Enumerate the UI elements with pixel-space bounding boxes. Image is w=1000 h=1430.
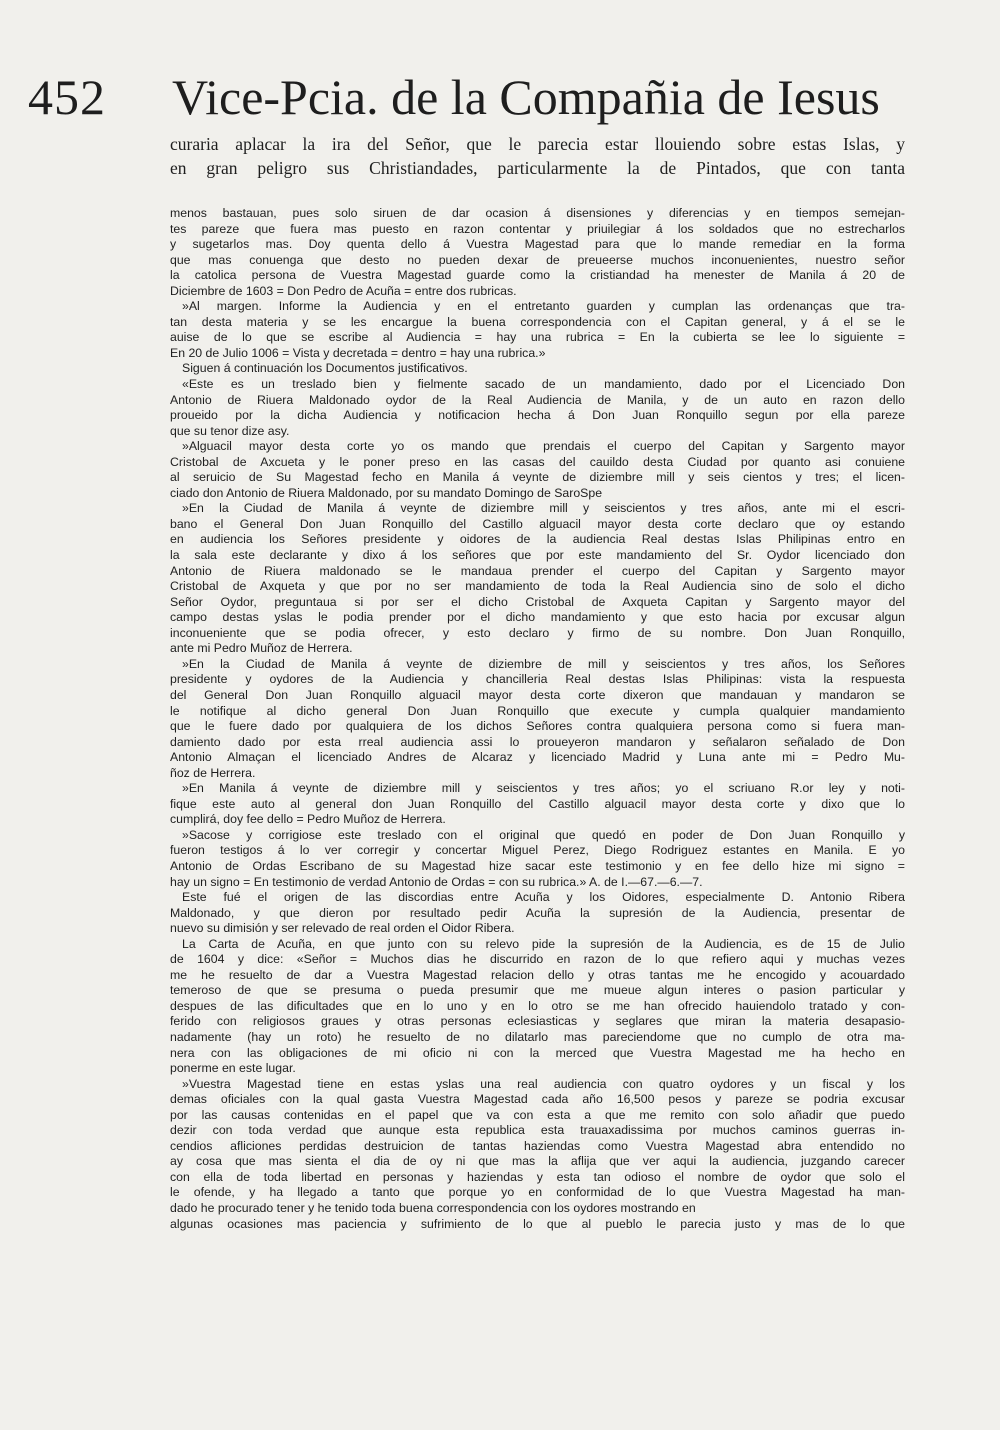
text-line: Siguen á continuación los Documentos justificativos.: [182, 361, 468, 376]
text-line: campo destas yslas le podia prender por el dicho mandamiento y que esto hacia por excusar algun: [170, 610, 905, 625]
text-line: »En la Ciudad de Manila á veynte de diziembre de mill y seiscientos y tres años, los Señores: [182, 656, 905, 671]
text-line: y sugetarlos mas. Doy quenta dello á Vuestra Magestad para que lo mande remediar en la forma: [170, 237, 905, 252]
text-line: dado he procurado tener y he tenido toda buena correspondencia con los oydores mostrando en: [170, 1201, 696, 1215]
text-line: curaria aplacar la ira del Señor, que le parecia estar llouiendo sobre estas Islas, y: [170, 134, 905, 154]
text-line: la catolica persona de Vuestra Magestad guarde como la cristiandad ha menester de Manila á 20 de: [170, 268, 905, 283]
text-line: que mas conuenga que desto no pueden dexar de preueerse muchos inconuenientes, nuestro señor: [170, 252, 905, 267]
text-line: Antonio de Riuera Maldonado oydor de la Real Audiencia de Manila, y de un auto en razon dello: [170, 392, 905, 407]
text-line: temeroso de que se presuma o pueda presumir que me mueue algun interes o pasion particular y: [170, 983, 905, 998]
body-text: [170, 206, 905, 1386]
text-line: dezir con toda verdad que aunque esta republica esta trauaxadissima por muchos caminos guerras in-: [170, 1123, 905, 1138]
text-line: »En la Ciudad de Manila á veynte de diziembre mill y seiscientos y tres años, ante mi el escri-: [182, 501, 905, 516]
text-line: por las causas contenidas en el papel que va con esta a que me remito con solo añadir que puedo: [170, 1107, 905, 1122]
text-line: »En Manila á veynte de diziembre mill y seiscientos y tres años; yo el scriuano R.or ley y noti-: [182, 781, 905, 796]
text-line: tes pareze que fuera mas puesto en razon contentar y priuilegiar á los soldados que no estrecharlos: [170, 221, 905, 236]
text-line: le ofende, y ha llegado a tanto que porque yo en conformidad de lo que Vuestra Magestad ha man-: [170, 1185, 905, 1200]
text-line: »Vuestra Magestad tiene en estas yslas una real audiencia con quatro oydores y un fiscal y los: [182, 1076, 905, 1091]
text-line: que su tenor dize asy.: [170, 423, 290, 438]
text-line: Cristobal de Axcueta y le poner preso en las casas del cauildo desta Ciudad por quanto asi conuiene: [170, 454, 905, 469]
text-line: de 1604 y dice: «Señor = Muchos dias he discurrido en razon de lo que refiero aqui y muchas vezes: [170, 952, 905, 967]
text-line: presidente y oydores de la Audiencia y chancilleria Real destas Islas Philipinas: vista la respuesta: [170, 672, 905, 687]
running-title: Vice-Pcia. de la Compañia de Iesus: [172, 69, 880, 125]
text-line: que le fuere dado por qualquiera de los dichos Señores contra qualquiera persona como si fuera man-: [170, 719, 905, 734]
text-line: nadamente (hay un roto) he resuelto de no dilatarlo mas pareciendome que no cumplo de otra ma-: [170, 1029, 905, 1044]
text-line: »Alguacil mayor desta corte yo os mando que prendais el cuerpo del Capitan y Sargento mayor: [182, 439, 905, 454]
text-line: »Al margen. Informe la Audiencia y en el entretanto guarden y cumplan las ordenanças que tra-: [182, 299, 905, 314]
text-line: hay un signo = En testimonio de verdad Antonio de Ordas = con su rubrica.» A. de I.—67.—6.—7.: [170, 874, 703, 889]
text-line: cumplirá, doy fee dello = Pedro Muñoz de Herrera.: [170, 812, 446, 827]
text-line: con ella de toda libertad en personas y haziendas y esta tan odioso el nombre de oydor que solo el: [170, 1169, 905, 1184]
text-line: proueido por la dicha Audiencia y notificacion hecha á Don Juan Ronquillo segun por ella pareze: [170, 408, 905, 423]
text-line: me he resuelto de dar a Vuestra Magestad relacion dello y otras tantas me he encogido y acouardado: [170, 967, 905, 982]
text-line: Antonio de Ordas Escribano de su Magestad hize sacar este testimonio y en fee dello hize mi signo =: [170, 858, 905, 873]
text-line: le notifique al dicho general Don Juan Ronquillo que execute y cumpla qualquier mandamiento: [170, 703, 905, 718]
text-line: ante mi Pedro Muñoz de Herrera.: [170, 641, 353, 656]
text-line: despues de las dificultades que en lo uno y en lo otro se me han ofrecido hauiendolo tratado y con-: [170, 998, 905, 1013]
text-line: auise de lo que se escribe al Audiencia = hay una rubrica = En la cubierta se lee lo siguiente =: [170, 330, 905, 345]
text-line: La Carta de Acuña, en que junto con su relevo pide la supresión de la Audiencia, es de 15 de Julio: [182, 936, 905, 951]
text-line: algunas ocasiones mas paciencia y sufrimiento de lo que al pueblo le parecia justo y mas de lo que: [170, 1216, 905, 1231]
text-line: nera con las obligaciones de mi oficio ni con la merced que Vuestra Magestad me ha hecho en: [170, 1045, 905, 1060]
text-line: »Sacose y corrigiose este treslado con el original que quedó en poder de Don Juan Ronquillo y: [182, 827, 905, 842]
text-line: en audiencia los Señores presidente y oidores de la audiencia Real destas Islas Philipinas entro en: [170, 532, 905, 547]
text-line: ñoz de Herrera.: [170, 765, 256, 780]
text-line: fueron testigos á lo ver corregir y concertar Miguel Perez, Diego Rodriguez estantes en Manila. E yo: [170, 843, 905, 858]
text-line: Cristobal de Axqueta y que por no ser mandamiento de toda la Real Audiencia sino de solo el dicho: [170, 579, 905, 594]
text-line: Antonio Almaçan el licenciado Andres de Alcaraz y licenciado Madrid y Luna ante mi = Pedro Mu-: [170, 750, 905, 765]
text-line: demas oficiales con la qual gasta Vuestra Magestad cada año 16,500 pesos y pareze se podria excusar: [170, 1092, 905, 1107]
page-number: 452: [28, 69, 106, 125]
text-line: ciado don Antonio de Riuera Maldonado, por su mandato Domingo de SaroSpe: [170, 485, 603, 500]
text-line: «Este es un treslado bien y fielmente sacado de un mandamiento, dado por el Licenciado Don: [182, 377, 905, 392]
text-line: Señor Oydor, preguntaua si por ser el dicho Cristobal de Axqueta Capitan y Sargento mayor del: [170, 594, 905, 609]
text-line: ay cosa que mas sienta el dia de oy ni que mas la aflija que ver aqui la audiencia, juzgando carecer: [170, 1154, 905, 1169]
text-line: nuevo su dimisión y ser relevado de real orden el Oidor Ribera.: [170, 921, 515, 936]
text-line: cendios afliciones perdidas destruicion de tantas haziendas como Vuestra Magestad abra entendido no: [170, 1138, 905, 1153]
text-line: ferido con religiosos graues y otras personas eclesiasticas y seglares que miran la materia desapasio-: [170, 1014, 905, 1029]
text-line: menos bastauan, pues solo siruen de dar ocasion á disensiones y diferencias y en tiempos semejan-: [170, 206, 905, 220]
text-line: en gran peligro sus Christiandades, particularmente la de Pintados, que con tanta: [170, 158, 905, 178]
text-line: Antonio de Riuera maldonado se le mandaua prender el cuerpo del Capitan y Sargento mayor: [170, 563, 905, 578]
text-line: Maldonado, y que dieron por resultado pedir Acuña la supresión de la Audiencia, presentar de: [170, 905, 905, 920]
text-line: tan desta materia y se les encargue la buena correspondencia con el Capitan general, y á el se le: [170, 314, 905, 329]
text-line: la sala este declarante y dixo á los señores que por este mandamiento del Sr. Oydor licenciado don: [170, 548, 905, 563]
text-line: Este fué el origen de las discordias entre Acuña y los Oidores, especialmente D. Antonio Ribera: [182, 890, 905, 905]
text-line: ponerme en este lugar.: [170, 1061, 296, 1076]
text-line: Diciembre de 1603 = Don Pedro de Acuña = entre dos rubricas.: [170, 283, 517, 298]
text-line: damiento dado por esta rreal audiencia assi lo proueyeron mandaron y señalaron señalado de Don: [170, 734, 905, 749]
lead-paragraph: [170, 132, 905, 180]
text-line: inconueniente que se podia ofrecer, y esto declaro y firmo de su nombre. Don Juan Ronquillo,: [170, 625, 905, 640]
text-line: del General Don Juan Ronquillo alguacil mayor desta corte dixeron que mandauan y mandaron se: [170, 687, 905, 702]
text-line: fique este auto al general don Juan Ronquillo del Castillo alguacil mayor desta corte y dixo que lo: [170, 796, 905, 811]
text-line: bano el General Don Juan Ronquillo del Castillo alguacil mayor desta corte declaro que oy estando: [170, 516, 905, 531]
text-line: En 20 de Julio 1006 = Vista y decretada = dentro = hay una rubrica.»: [170, 345, 546, 360]
text-line: al seruicio de Su Magestad fecho en Manila á veynte de diziembre mill y seis cientos y tres; el licen-: [170, 470, 905, 485]
